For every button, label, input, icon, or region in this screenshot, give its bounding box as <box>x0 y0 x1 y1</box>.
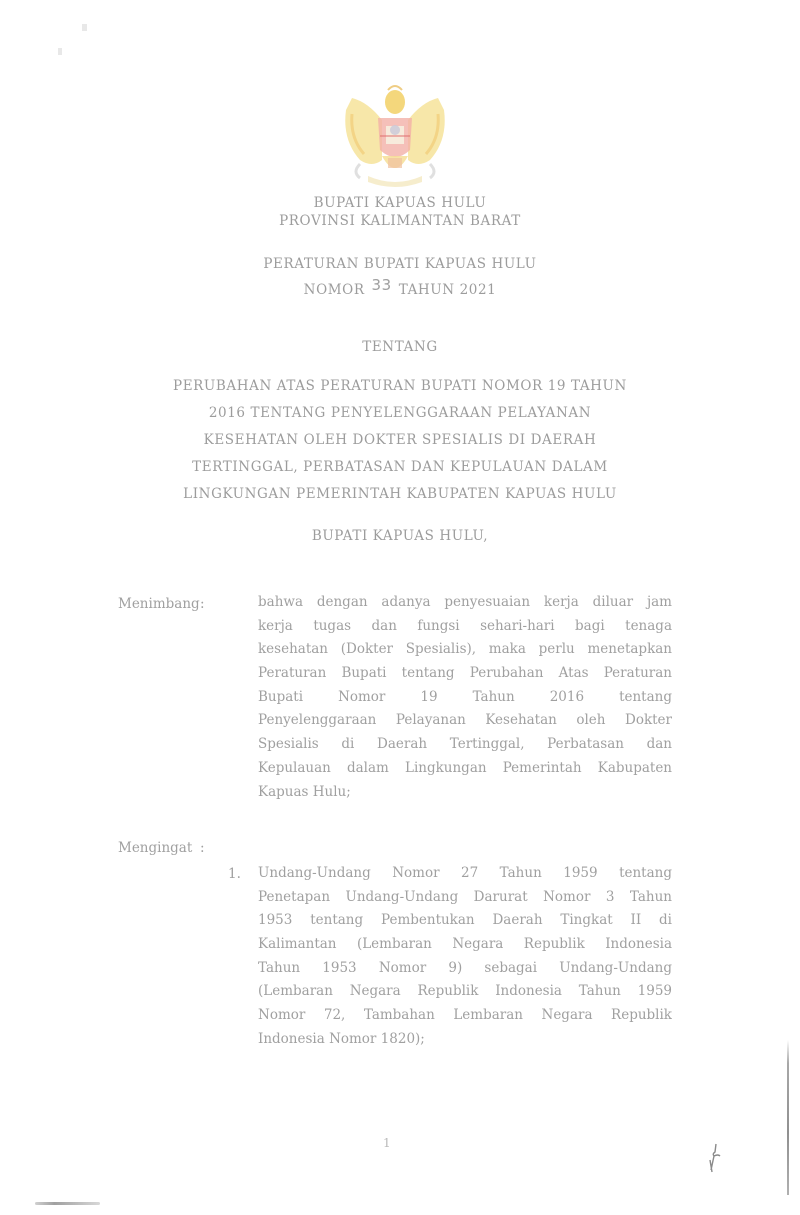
paragraph-line: (Lembaran Negara Republik Indonesia Tahun 1959 <box>258 983 672 1000</box>
paragraph-line: Kapuas Hulu; <box>258 783 351 800</box>
menimbang-label-text: Menimbang <box>118 596 200 612</box>
paragraph-line: 1953 tentang Pembentukan Daerah Tingkat II di <box>258 912 672 929</box>
nomor-suffix: TAHUN 2021 <box>398 282 497 298</box>
scan-edge-line <box>787 1040 789 1195</box>
paragraph-line: Penyelenggaraan Pelayanan Kesehatan oleh Dokter <box>258 712 672 729</box>
scan-speck <box>82 24 87 31</box>
page-number: 1 <box>383 1136 391 1150</box>
nomor-value: 33 <box>371 276 392 294</box>
authority-line-2: PROVINSI KALIMANTAN BARAT <box>279 213 521 229</box>
scan-smudge <box>35 1202 100 1205</box>
nomor-prefix: NOMOR <box>303 282 365 298</box>
mengingat-colon: : <box>200 840 205 856</box>
issuer-line: BUPATI KAPUAS HULU, <box>311 528 489 544</box>
paragraph-line: Bupati Nomor 19 Tahun 2016 tentang <box>258 688 672 705</box>
paragraph-line: bahwa dengan adanya penyesuaian kerja diluar jam <box>258 594 672 610</box>
subject-title-line: PERUBAHAN ATAS PERATURAN BUPATI NOMOR 19 TAHUN <box>173 378 627 394</box>
paragraph-line: kerja tugas dan fungsi sehari-hari bagi tenaga <box>258 617 672 634</box>
subject-title-line: TERTINGGAL, PERBATASAN DAN KEPULAUAN DALAM <box>192 459 608 475</box>
list-item-number: 1. <box>228 866 241 882</box>
tentang-heading: TENTANG <box>362 339 438 355</box>
paragraph-line: Tahun 1953 Nomor 9) sebagai Undang-Undang <box>258 959 672 976</box>
menimbang-label <box>118 596 205 612</box>
paragraph-line: Nomor 72, Tambahan Lembaran Negara Republik <box>258 1007 672 1024</box>
menimbang-colon: : <box>200 596 205 612</box>
paragraph-line: Peraturan Bupati tentang Perubahan Atas Peraturan <box>258 665 672 682</box>
paragraph-line: kesehatan (Dokter Spesialis), maka perlu menetapkan <box>258 641 672 658</box>
subject-title-line: 2016 TENTANG PENYELENGGARAAN PELAYANAN <box>208 405 592 421</box>
subject-title-line: LINGKUNGAN PEMERINTAH KABUPATEN KAPUAS HULU <box>183 486 617 502</box>
garuda-emblem-icon <box>338 80 452 192</box>
regulation-number <box>0 276 800 298</box>
paragraph-line: Indonesia Nomor 1820); <box>258 1030 425 1047</box>
mengingat-label <box>118 840 205 856</box>
paragraph-line: Kepulauan dalam Lingkungan Pemerintah Kabupaten <box>258 759 672 776</box>
initial-signature-icon <box>702 1142 726 1178</box>
mengingat-item-1 <box>258 862 672 1052</box>
menimbang-paragraph <box>258 591 672 804</box>
scan-speck <box>58 48 62 55</box>
authority-line-1: BUPATI KAPUAS HULU <box>313 195 487 211</box>
paragraph-line: Undang-Undang Nomor 27 Tahun 1959 tentang <box>258 865 672 881</box>
paragraph-line: Kalimantan (Lembaran Negara Republik Indonesia <box>258 936 672 953</box>
paragraph-line: Penetapan Undang-Undang Darurat Nomor 3 Tahun <box>258 888 672 905</box>
regulation-title: PERATURAN BUPATI KAPUAS HULU <box>263 256 537 272</box>
subject-title-line: KESEHATAN OLEH DOKTER SPESIALIS DI DAERAH <box>203 432 597 448</box>
mengingat-label-text: Mengingat <box>118 840 193 856</box>
paragraph-line: Spesialis di Daerah Tertinggal, Perbatasan dan <box>258 736 672 753</box>
